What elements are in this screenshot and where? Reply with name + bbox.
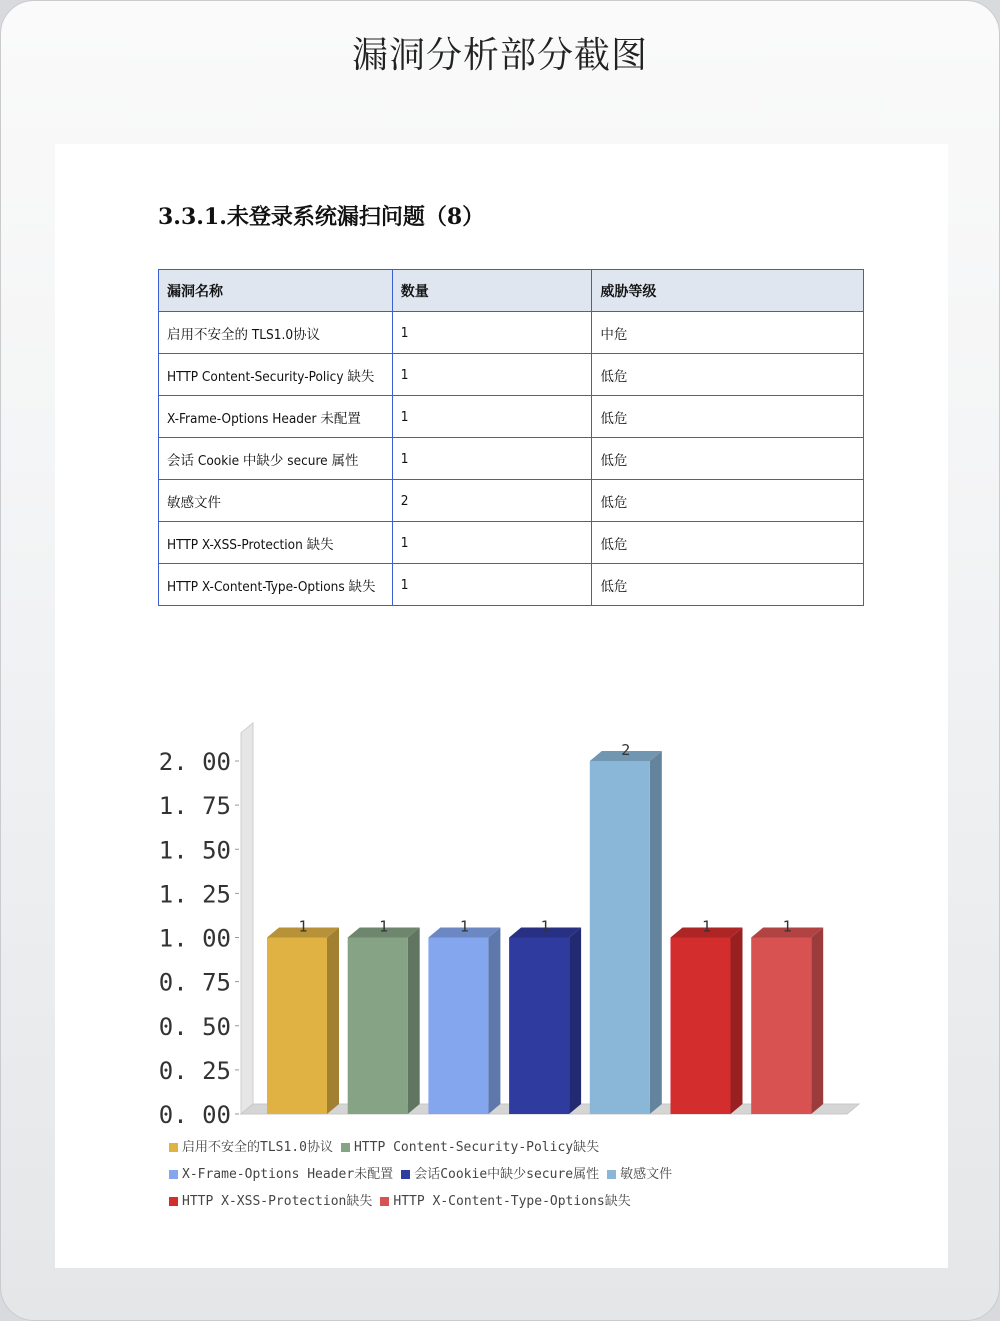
bar-side <box>650 751 662 1114</box>
legend-item <box>607 1161 672 1188</box>
cell-severity: 低危 <box>592 438 864 480</box>
bar <box>590 761 650 1114</box>
bar <box>428 938 488 1115</box>
bar <box>751 938 811 1115</box>
legend-item <box>169 1188 372 1215</box>
legend-item <box>401 1161 599 1188</box>
bar <box>509 938 569 1115</box>
legend-label: 会话Cookie中缺少secure属性 <box>414 1167 600 1182</box>
cell-count: 1 <box>392 522 592 564</box>
bar-data-label: 1 <box>379 917 389 936</box>
y-tick-label: 0. 25 <box>158 1056 231 1085</box>
legend-label: HTTP X-Content-Type-Options缺失 <box>393 1194 631 1209</box>
legend-swatch <box>607 1170 616 1179</box>
legend-item <box>169 1134 333 1161</box>
cell-severity: 低危 <box>592 522 864 564</box>
legend-swatch <box>341 1143 350 1152</box>
legend-swatch <box>169 1170 178 1179</box>
cell-count: 1 <box>392 396 592 438</box>
y-tick-label: 1. 50 <box>158 836 231 865</box>
legend-item <box>380 1188 630 1215</box>
bar-side <box>488 928 500 1115</box>
cell-severity: 低危 <box>592 396 864 438</box>
bar-side <box>811 928 823 1115</box>
column-header-severity: 威胁等级 <box>592 270 864 312</box>
bar-chart <box>55 144 948 1268</box>
bar-data-label: 1 <box>459 917 469 936</box>
page-title: 漏洞分析部分截图 <box>351 35 648 76</box>
cell-severity: 低危 <box>592 564 864 606</box>
bar-data-label: 2 <box>621 741 631 759</box>
y-tick-label: 1. 00 <box>158 924 231 953</box>
cell-count: 1 <box>392 438 592 480</box>
y-tick-label: 1. 75 <box>158 792 231 821</box>
chart-side-wall <box>241 723 253 1114</box>
legend-item <box>169 1161 393 1188</box>
cell-name: 敏感文件 <box>159 480 393 522</box>
bar-data-label: 1 <box>782 917 792 936</box>
y-tick-label: 0. 50 <box>158 1012 231 1041</box>
bar-side <box>569 928 581 1115</box>
y-tick-label: 1. 25 <box>158 880 231 909</box>
cell-name: 会话 Cookie 中缺少 secure 属性 <box>159 438 393 480</box>
legend-label: HTTP Content-Security-Policy缺失 <box>353 1140 600 1155</box>
legend-label: HTTP X-XSS-Protection缺失 <box>182 1194 373 1209</box>
cell-count: 1 <box>392 312 592 354</box>
chart-legend <box>169 1134 819 1215</box>
bar-side <box>327 928 339 1115</box>
bar-side <box>408 928 420 1115</box>
cell-count: 1 <box>392 564 592 606</box>
legend-label: X-Frame-Options Header未配置 <box>182 1167 394 1182</box>
bar <box>348 938 408 1115</box>
cell-name: 启用不安全的 TLS1.0协议 <box>159 312 393 354</box>
bar-side <box>731 928 743 1115</box>
cell-severity: 低危 <box>592 480 864 522</box>
y-tick-label: 2. 00 <box>158 748 231 776</box>
cell-severity: 中危 <box>592 312 864 354</box>
column-header-count: 数量 <box>392 270 592 312</box>
legend-label: 敏感文件 <box>620 1167 673 1182</box>
legend-label: 启用不安全的TLS1.0协议 <box>182 1140 333 1155</box>
legend-swatch <box>169 1143 178 1152</box>
legend-swatch <box>380 1197 389 1206</box>
bar <box>267 938 327 1115</box>
bar-data-label: 1 <box>701 917 712 936</box>
legend-item <box>341 1134 599 1161</box>
bar-data-label: 1 <box>540 917 550 936</box>
cell-name: X-Frame-Options Header 未配置 <box>159 396 393 438</box>
section-heading: 3.3.1.未登录系统漏扫问题（8） <box>158 204 485 230</box>
cell-name: HTTP Content-Security-Policy 缺失 <box>159 354 393 396</box>
y-tick-label: 0. 75 <box>158 968 231 997</box>
cell-name: HTTP X-XSS-Protection 缺失 <box>159 522 393 564</box>
legend-swatch <box>401 1170 410 1179</box>
column-header-name: 漏洞名称 <box>159 270 393 312</box>
document-page <box>55 144 948 1268</box>
y-tick-label: 0. 00 <box>158 1101 231 1129</box>
bar <box>671 938 731 1115</box>
bar-data-label: 1 <box>298 917 308 936</box>
cell-severity: 低危 <box>592 354 864 396</box>
cell-name: HTTP X-Content-Type-Options 缺失 <box>159 564 393 606</box>
legend-swatch <box>169 1197 178 1206</box>
cell-count: 2 <box>392 480 592 522</box>
cell-count: 1 <box>392 354 592 396</box>
